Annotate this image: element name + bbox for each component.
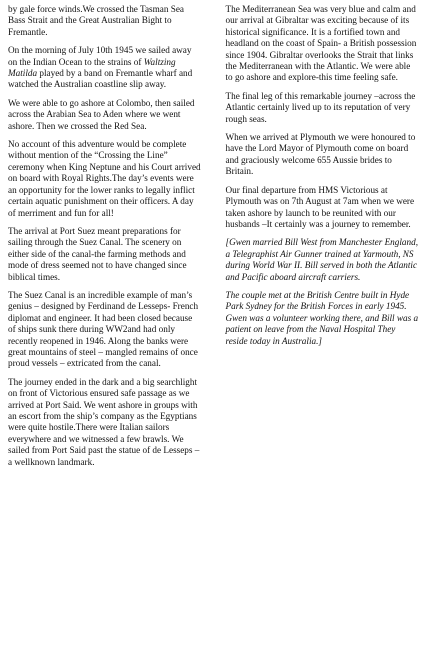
paragraph-gibraltar: The Mediterranean Sea was very blue and calm and our arrival at Gibraltar was exciting because of its historical significance. It is a fortified town and headland on the coast of Spain- a British possession since 1904. Gibraltar overlooks the Strait that links the Mediterranean with the Atlantic. We were able to go ashore and explore-this time feeling safe.: [225, 4, 417, 83]
paragraph-plymouth-arrival: When we arrived at Plymouth we were honoured to have the Lord Mayor of Plymouth come on board and graciously welcome 655 Aussie brides to Britain.: [225, 132, 416, 177]
right-column: [214, 4, 420, 671]
left-column: [8, 4, 202, 671]
paragraph-suez-canal: The Suez Canal is an incredible example of man’s genius – designed by Ferdinand de Lesseps- French diplomat and engineer. It had been closed because of ships sunk there during WW2and had only recently reopened in 1946. Along the banks were great mountains of steel – mangled remains of once proud vessels – extricated from the canal.: [8, 289, 199, 369]
paragraph-text: On the morning of July 10th 1945 we sailed away on the Indian Ocean to the strains of: [8, 45, 192, 67]
paragraph-final-departure: Our final departure from HMS Victorious at Plymouth was on 7th August at 7am when we were taken ashore by launch to be reunited with our husbands –It certainly was a journey to remember.: [225, 184, 415, 229]
paragraph-atlantic: The final leg of this remarkable journey –across the Atlantic certainly lived up to its reputation of very rough seas.: [225, 90, 416, 124]
paragraph-colombo-aden: We were able to go ashore at Colombo, then sailed across the Arabian Sea to Aden where we went ashore. Then we crossed the Red Sea.: [8, 97, 195, 131]
paragraph-fremantle-departure: [8, 45, 202, 91]
note-couple-met: The couple met at the British Centre built in Hyde Park Sydney for the British Forces in early 1945. Gwen was a volunteer working there, and Bill was a patient on leave from the Naval Hospital They reside today in Australia.]: [225, 289, 419, 346]
paragraph-crossing-the-line: No account of this adventure would be complete without mention of the “Crossing the Line” ceremony when King Neptune and his Court arrived on board with Royal Rights.The day’s events were an opportunity for the lower ranks to legally inflict certain aquatic punishment on their officers. A day of merriment and fun for all!: [8, 139, 201, 218]
paragraph-port-suez: The arrival at Port Suez meant preparations for sailing through the Suez Canal. The scenery on either side of the canal-the farming methods and mode of dress seemed not to have changed since biblical times.: [8, 225, 187, 282]
paragraph-port-said: The journey ended in the dark and a big searchlight on front of Victorious ensured safe passage as we arrived at Port Said. We went ashore in groups with an escort from the ship’s company as the Egyptians were quite hostile.There were Italian sailors everywhere and we witnessed a few brawls. We sailed from Port Said past the statue of de Lesseps – a wellknown landmark.: [8, 376, 200, 467]
note-gwen-bill: [Gwen married Bill West from Manchester England, a Telegraphist Air Gunner trained at Yarmouth, NS during World War II. Bill served in both the Atlantic and Pacific aboard aircraft carriers.: [225, 237, 418, 282]
paragraph-tasman-crossing: by gale force winds.We crossed the Tasman Sea Bass Strait and the Great Australian Bight to Fremantle.: [8, 4, 185, 37]
paragraph-text: played by a band on Fremantle wharf and watched the Australian coastline slip away.: [8, 68, 193, 90]
song-title: Waltzing Matilda: [8, 56, 176, 79]
